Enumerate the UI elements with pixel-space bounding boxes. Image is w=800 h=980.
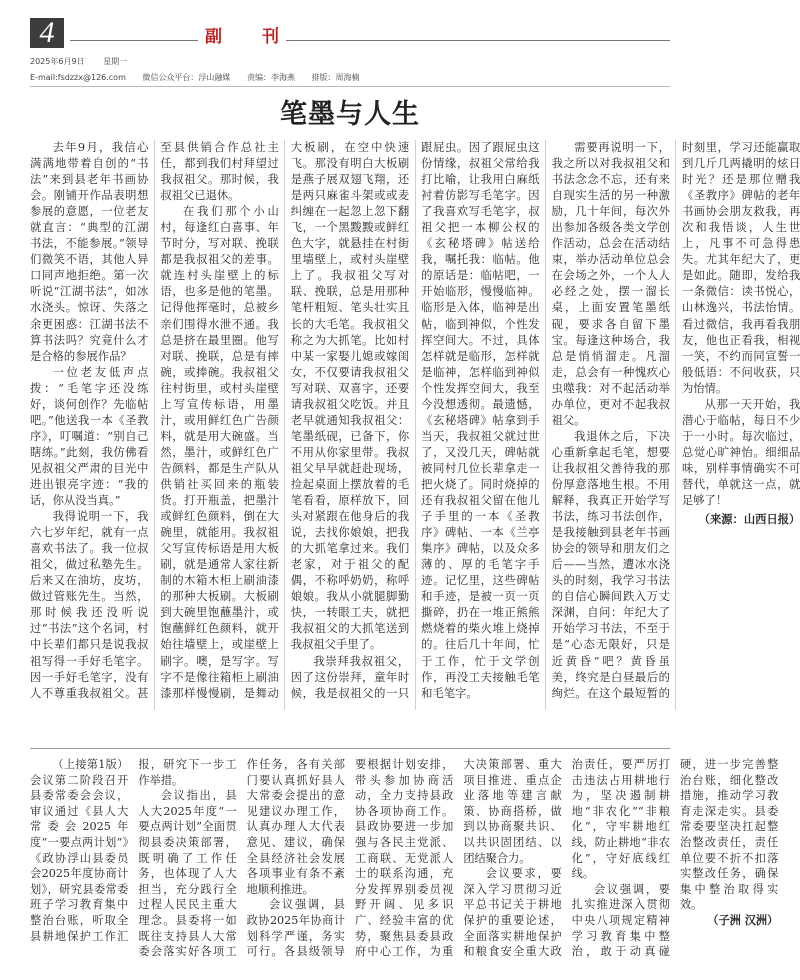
issue-weekday: 星期一 (103, 57, 128, 66)
news-paragraph: 会议强调，县政协2025年协商计划科学严谨，务实可行。各县级领导要根据计划安排，带头参加协商活动，全力支持县政协各项协商工作。县政协要进一步加强与各民主党派、工商联、无党派人士的联系沟通，充分发挥界别委员视野开阔、见多识广、经验丰富的优势，聚焦县委县政府中心工作，为重大决策部署、重大项目推进、重点企业落地等建言献策、协商搭桥，做到以协商聚共识、以共识固团结、以团结聚合力。 (246, 758, 562, 959)
header-rule-right (286, 40, 670, 41)
news-signature: （子洲 汉洲） (707, 912, 779, 927)
news-paragraph: （上接第1版）会议第二阶段召开县委常委会会议，审议通过《县人大常委会2025年度“一要点两计划”》《政协浮山县委员会2025年度协商计划》，研究县委常委班子学习教育集中整治台账，听取全县耕地保护工作汇报，研究下一步工作举措。 (30, 758, 237, 943)
news-body (30, 757, 779, 975)
article-paragraph: 在我们那个小山村，每逢红白喜事、年节时分，写对联、挽联都是我叔祖父的差事。就连村头崖壁上的标语，也多是他的笔墨。记得他挥毫时，总被乡亲们围得水泄不通。我总是挤在最里圈。他写对联、挽联，总是有摔碗，或捧碗。我叔祖父往村街里，或村头崖壁上写宣传标语，用墨汁，或用鲜红色广告颜料，就是用大碗盛。当然，墨汁，或鲜红色广告颜料，都是生产队从供销社买回来的瓶装货。打开瓶盖，把墨汁或鲜红色颜料，倒在大碗里，就能用。我叔祖父写宣传标语是用大板刷，就是通常人家往新制的木箱木柜上刷油漆的那种大板刷。大板刷到大碗里饱蘸墨汁，或饱蘸鲜红色颜料，就开始往墙壁上，或崖壁上刷字。噢，是写字。写字不是像往箱柜上刷油漆那样慢慢刷，是舞动大板刷，在空中快速飞。那没有明白大板刷是燕子展双翅飞翔，还是两只麻雀斗架或或麦纠缠在一起忽上忽下翻飞，一个黑黢黢或鲜红色大字，就悬挂在村街里墙壁上，或村头崖壁上了。我叔祖父写对联、挽联，总是用那种笔杆粗短、笔头壮实且长的大毛笔。我叔祖父称之为大抓笔。比如村中某一家娶儿媳或嫁闺女，不仅要请我叔祖父写对联、双喜字，还要请我叔祖父吃饭。并且老早就通知我叔祖父：笔墨纸砚，已备下，你不用从你家里带。我叔祖父早早就赶赴现场，捡起桌面上摆放着的毛笔看看，原样放下，回头对紧跟在他身后的我说，去找你娘娘，把我的大抓笔拿过来。我们老家，对于祖父的配偶，不称呼奶奶，称呼娘娘。我从小就腿脚勤快，一转眼工夫，就把我叔祖父的大抓笔送到我叔祖父手里了。 (160, 141, 410, 700)
article-body (30, 140, 800, 710)
article-paragraph: 需要再说明一下，我之所以对我叔祖父和书法念念不忘，还有来自现实生活的另一种激励，几十年间，每次外出参加各级各类文学创作活动，总会在活动结束，举办活动单位总会在会场之外，一个人人必经之处，摆一溜长桌，上面安置笔墨纸砚，要求各自留下墨宝。每逢这种场合，我总是悄悄溜走。凡溜走，总会有一种愧疚心虫噬我：对不起活动举办单位，更对不起我叔祖父。 (551, 141, 670, 427)
article-source: （来源：山西日报） (698, 512, 800, 527)
issue-date: 2025年6月9日 (30, 57, 85, 66)
contact-line (30, 72, 374, 83)
article-paragraph: 去年9月，我信心满满地带着自创的“书法”来到县老年书画协会。刚铺开作品表明想参展的意愿，一位老友就直言：“典型的江湖书法，不能参展。”领导们微笑不语，其他人异口同声地拒绝。第一次听说“江湖书法”，如冰水浇头。惊讶、失落之余更困惑：江湖书法不算书法吗？究竟什么才是合格的参展作品？ (30, 141, 149, 363)
article-paragraph: 我崇拜我叔祖父，因了这份崇拜，童年时候，我是叔祖父的一只跟屁虫。因了跟屁虫这份情缘，叔祖父常给我打比喻，让我用白麻纸衬着仿影写毛笔字。因了我喜欢写毛笔字，叔祖父把一本柳公权的《玄秘塔碑》帖送给我，嘱托我：临帖。他的原话是：临帖吧，一开始临形，慢慢临神。临形是入体，临神是出帖，临到神似，个性发挥空间大。不过，具体怎样就是临形，怎样就是临神，怎样临到神似个性发挥空间大，我至今没想透彻。最遗憾，《玄秘塔碑》帖拿到手当天，我叔祖父就过世了，又没几天，碑帖就被同村几位长辈拿走一把火烧了。同时烧掉的还有我叔祖父留在他儿子手里的一本《圣教序》碑帖、一本《兰亭集序》碑帖，以及众多薄的、厚的毛笔字手迹。记忆里，这些碑帖和手迹，是被一页一页撕碎，扔在一堆正熊熊燃烧着的柴火堆上烧掉的。往后几十年间，忙于工作，忙于文学创作，再没工夫接触毛笔和毛笔字。 (290, 141, 540, 700)
page-number: 4 (30, 18, 64, 48)
article-paragraph: 我退休之后，下决心重新拿起毛笔，想要让我叔祖父善待我的那份厚意落地生根。不用解释，我真正开始学写书法，练习书法创作，是我接触到县老年书画协会的领导和朋友们之后——当然，遭冰水浇头的时刻，我学习书法的自信心瞬间跌入万丈深渊，自问：年纪大了开始学习书法，不至于是“心态无限好，只是近黄昏”吧？黄昏虽美，终究是白昼最后的绚烂。在这个最短暂的时刻里，学习还能赢取到几斤几两撬明的炫日时光？还是那位赠我《圣教序》碑帖的老年书画协会朋友救我，再次和我悟谈，人生世上，凡事不可急得患失。尤其年纪大了，更是如此。随即，发给我一条微信：读书悦心，山林逸兴，书法怡情。看过微信，我再看我朋友，他也正看我，相视一笑，不约而同宣誓一般低语：不问收获，只为怡情。 (551, 141, 800, 700)
section-title-char-2: 刊 (262, 27, 279, 47)
wechat-account: 微信公众平台：浮山融媒 (142, 73, 231, 82)
article-paragraph: 从那一天开始，我潜心于临帖，每日不少于一小时。每次临过，总觉心旷神怡。细细品味，别样事情确实不可替代，单就这一点，就足够了！ (681, 397, 800, 508)
article-paragraph: 一位老友低声点拨：“毛笔字还没练好，谈何创作？先临帖吧。”他送我一本《圣教序》，叮嘱道：“别自己瞎练。”此刻，我仿佛看见叔祖父严肃的目光中进出银亮字迹：“我的话，你从没当真。” (30, 365, 149, 508)
layout-credit: 排版：周海楠 (311, 73, 360, 82)
email: E-mail:fsdzzx@126.com (30, 73, 126, 82)
header-rule-left (70, 40, 198, 41)
contact-rule (30, 86, 670, 87)
news-paragraph: 会议指出，县人大2025年度“一要点两计划”全面贯彻县委决策部署，既明确了工作任务，也体现了人大担当，充分践行全过程人民民主重大理念。县委将一如既往支持县人大常委会落实好各项工作任务，各有关部门要认真抓好县人大常委会提出的意见建议办理工作，认真办理人大代表意见、建议，确保全县经济社会发展各项事业有条不紊地顺利推进。 (138, 758, 345, 959)
section-title (205, 22, 279, 47)
article-title: 笔墨与人生 (280, 99, 420, 130)
news-paragraph: 会议强调，要扎实推进深入贯彻中央八项规定精神学习教育集中整治，敢于动真碰硬，进一步完善整治台账，细化整改措施，推动学习教育走深走实。县委常委要坚决扛起整治整改责任，责任单位要不折不扣落实整改任务，确保集中整治取得实效。 (571, 758, 779, 959)
article-paragraph: 我得说明一下，我六七岁年纪，就有一点喜欢书法了。我一位叔祖父，做过私塾先生。后来又在油坊，皮坊，做过管账先生。当然，那时候我还没听说过“书法”这个名词，村中长辈们都只是说我叔祖写得一手好毛笔字。因一手好毛笔字，没有人不尊重我叔祖父。甚至县供销合作总社主任，都到我们村拜望过我叔祖父。那时候，我叔祖父已退休。 (30, 141, 279, 700)
section-divider (30, 748, 670, 749)
news-paragraph: 会议要求，要深入学习贯彻习近平总书记关于耕地保护的重要论述，全面落实耕地保护和粮食安全重大政治责任，要严厉打击违法占用耕地行为，坚决遏制耕地“非农化”“非粮化”，守牢耕地红线，防止耕地“非农化”，守好底线红线。 (463, 758, 670, 959)
section-title-char-1: 副 (205, 27, 222, 47)
issue-date-line (30, 56, 143, 67)
editor-credit: 责编：李海燕 (246, 73, 295, 82)
